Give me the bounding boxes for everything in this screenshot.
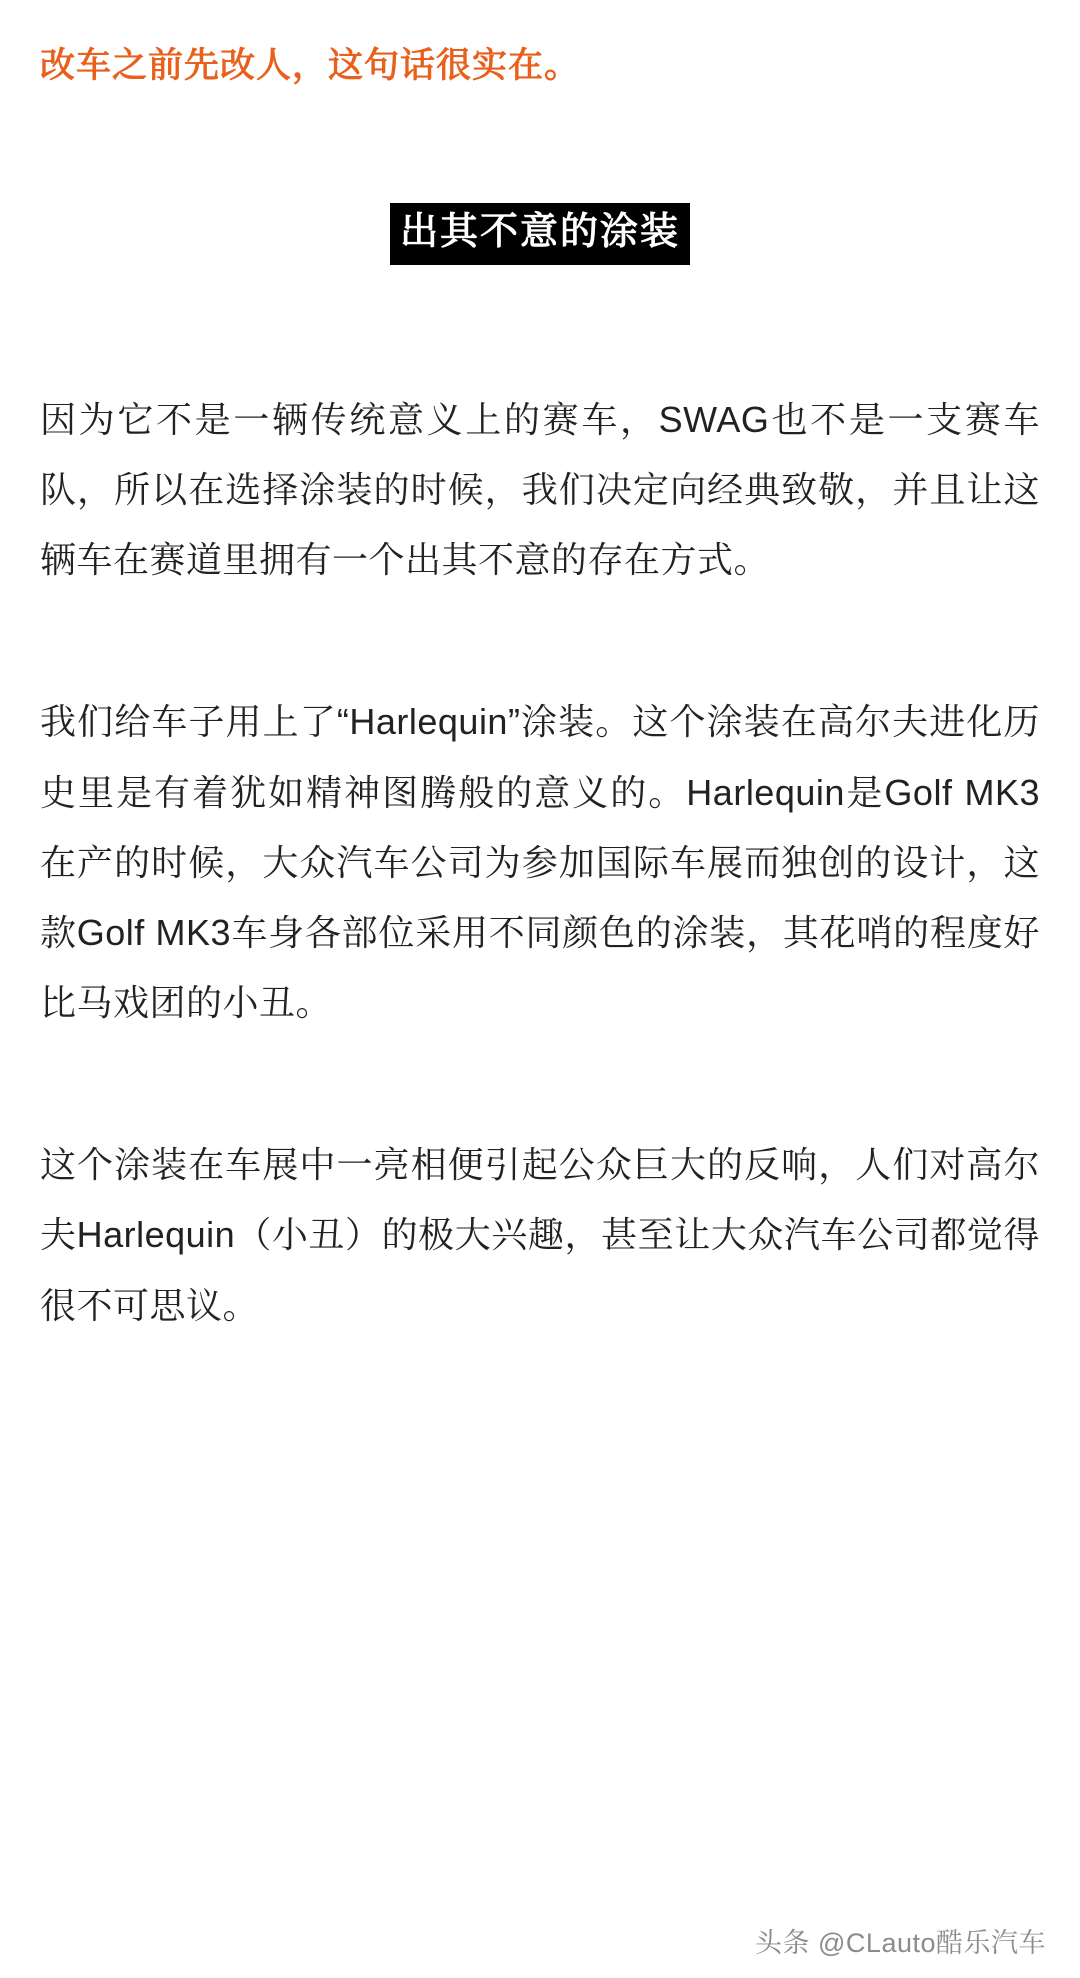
body-paragraph-2: 我们给车子用上了“Harlequin”涂装。这个涂装在高尔夫进化历史里是有着犹如精神图腾般的意义的。Harlequin是Golf MK3在产的时候，大众汽车公司为参加国际车展而独创的设计，这款Golf MK3车身各部位采用不同颜色的涂装，其花哨的程度好比马戏团的小丑。 — [40, 701, 1040, 1024]
watermark-credit: 头条 @CLauto酷乐汽车 — [755, 1928, 1046, 1958]
section-heading: 出其不意的涂装 — [390, 203, 690, 265]
lead-paragraph: 改车之前先改人，这句话很实在。 — [40, 46, 581, 85]
body-paragraph-3: 这个涂装在车展中一亮相便引起公众巨大的反响，人们对高尔夫Harlequin（小丑）的极大兴趣，甚至让大众汽车公司都觉得很不可思议。 — [40, 1144, 1040, 1326]
body-paragraph-1: 因为它不是一辆传统意义上的赛车，SWAG也不是一支赛车队，所以在选择涂装的时候，我们决定向经典致敬，并且让这辆车在赛道里拥有一个出其不意的存在方式。 — [40, 398, 1040, 581]
section-heading-container — [40, 203, 1040, 265]
